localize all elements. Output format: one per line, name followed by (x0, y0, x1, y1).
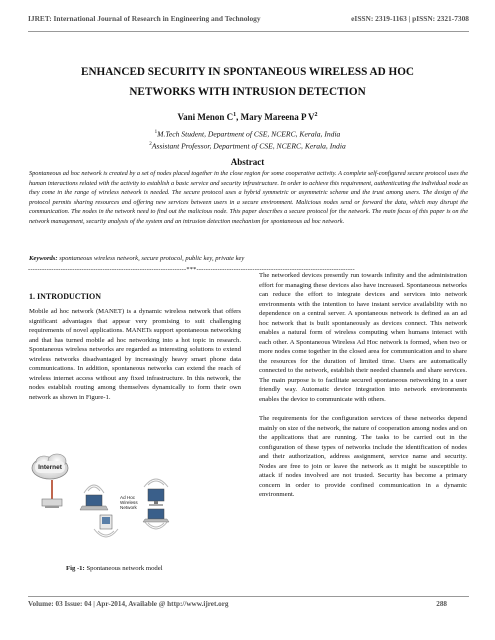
paper-title (30, 62, 465, 102)
network-label-1: Ad Hoc (120, 495, 136, 500)
internet-label: Internet (38, 464, 62, 471)
keywords-label: Keywords: (29, 255, 58, 262)
affiliation-1-text: M.Tech Student, Department of CSE, NCERC, Kerala, India (157, 129, 341, 139)
section-separator: --------------------------------------------------------------------***-------------------------------------------------------------------- (28, 266, 355, 273)
author-list (0, 112, 495, 122)
affiliation-1 (0, 128, 495, 140)
right-paragraph-1: The networked devices presently run towards infinity and the administration effort for managing these devices also have increased. Spontaneous networks can reduce the effort to integrate devices and services into network environments with the intention to have instant service availability with no dependence on a central server. A spontaneous network is defined as an ad hoc network that is built spontaneously as devices connect. This network enables a natural form of wireless computing when humans interact with each other. A Spontaneous Wireless Ad Hoc network is formed, when two or more nodes come together in the closed area for communication and to share the resources for the duration of limited time. Users are automatically connected to the network, establish their needed channels and share services. The main purpose is to facilitate secured spontaneous networking in a user friendly way. Automatic device integration into network environments enables the device to communicate with others. (259, 272, 467, 403)
author-2: Mary Mareena P V (240, 112, 315, 122)
affiliation-1-sup: 1 (154, 130, 158, 135)
journal-name: IJRET: International Journal of Research in Engineering and Technology (28, 14, 261, 23)
affiliation-2-text: Assistant Professor, Department of CSE, NCERC, Kerala, India (151, 141, 346, 151)
desktop-icon (148, 489, 164, 506)
affiliations (0, 128, 495, 151)
intro-paragraph-1: Mobile ad hoc network (MANET) is a dynamic wireless network that offers significant advantages that appear very promising to suit challenging requirements of novel applications. MANETs support spontaneous networking and that has turned mobile ad hoc networking into a hot topic in research. Spontaneous wireless networks are regarded as interesting solutions to extend wireless networks disadvantaged by increasingly heavy smart phone data communications. In addition, spontaneous networks can extend the reach of wireless internet access without any fixed infrastructure. In this network, the nodes establish routing among themselves dynamically to form their own network as shown in Figure-1. (29, 308, 241, 401)
intro-heading: 1. INTRODUCTION (29, 292, 102, 301)
running-header (28, 14, 469, 28)
laptop-2-icon (143, 509, 169, 522)
issn-text: eISSN: 2319-1163 | pISSN: 2321-7308 (351, 14, 469, 23)
author-separator: , (236, 112, 241, 122)
right-paragraph-2: The requirements for the configuration services of these networks depend mainly on size of the network, the nature of cooperation among nodes and on the applications that are running. The tasks to be carried out in the configuration of these types of networks include the identification of nodes and their authorization, address assignment, service name and security. Nodes are free to join or leave the network as it might be susceptible to attack if nodes involved are not trusted. Security has become a primary concern in order to provide confined communication in a dynamic environment. (259, 415, 467, 498)
affiliation-2 (0, 140, 495, 152)
abstract-text: Spontaneous ad hoc network is created by a set of nodes placed together in the close region for some cooperative activity. A complete self-configured secure protocol uses the human interactions related with the activity to establish a basic service and security infrastructure. In order to achieve this requirement, authenticating the individual node as they come in the range of wireless network is needed. The secure protocol uses a hybrid symmetric or asymmetric scheme and the trust among users. The design of the protocol permits sharing resources and offering new services between users in a secure environment. Malicious nodes send or forward the data, which may disrupt the communication. The nodes in the network need to find out the malicious node. This paper describes a secure protocol for the network. The main focus of this paper is on the network management, security analysis of the system and an intrusion detection mechanism for spontaneous ad hoc network. (29, 170, 468, 225)
running-footer (28, 600, 469, 612)
author-1: Vani Menon C (177, 112, 234, 122)
network-label-2: Wireless (120, 500, 138, 505)
header-divider (28, 31, 469, 32)
footer-volume-info: Volume: 03 Issue: 04 | Apr-2014, Available @ http://www.ijret.org (28, 600, 229, 608)
network-figure (30, 445, 205, 553)
affiliation-2-sup: 2 (149, 141, 152, 147)
right-column (259, 271, 467, 500)
page-number: 288 (436, 600, 447, 608)
keywords-text: spontaneous wireless network, secure protocol, public key, private key (57, 255, 245, 262)
author-1-sup: 1 (233, 112, 237, 118)
keywords (29, 255, 468, 262)
footer-divider (28, 596, 469, 597)
abstract-heading: Abstract (230, 157, 265, 167)
network-label-3: Network (120, 505, 137, 510)
title-line-2: NETWORKS WITH INTRUSION DETECTION (129, 86, 366, 98)
access-point-icon (42, 499, 62, 508)
phone-icon (100, 515, 112, 529)
laptop-icon (80, 495, 108, 510)
title-line-1: ENHANCED SECURITY IN SPONTANEOUS WIRELESS AD HOC (80, 66, 414, 78)
left-column (29, 292, 241, 402)
author-2-sup: 2 (314, 112, 318, 118)
figure-caption-text: Spontaneous network model (84, 565, 163, 572)
figure-caption-label: Fig -1: (66, 565, 85, 572)
figure-caption (66, 565, 163, 572)
